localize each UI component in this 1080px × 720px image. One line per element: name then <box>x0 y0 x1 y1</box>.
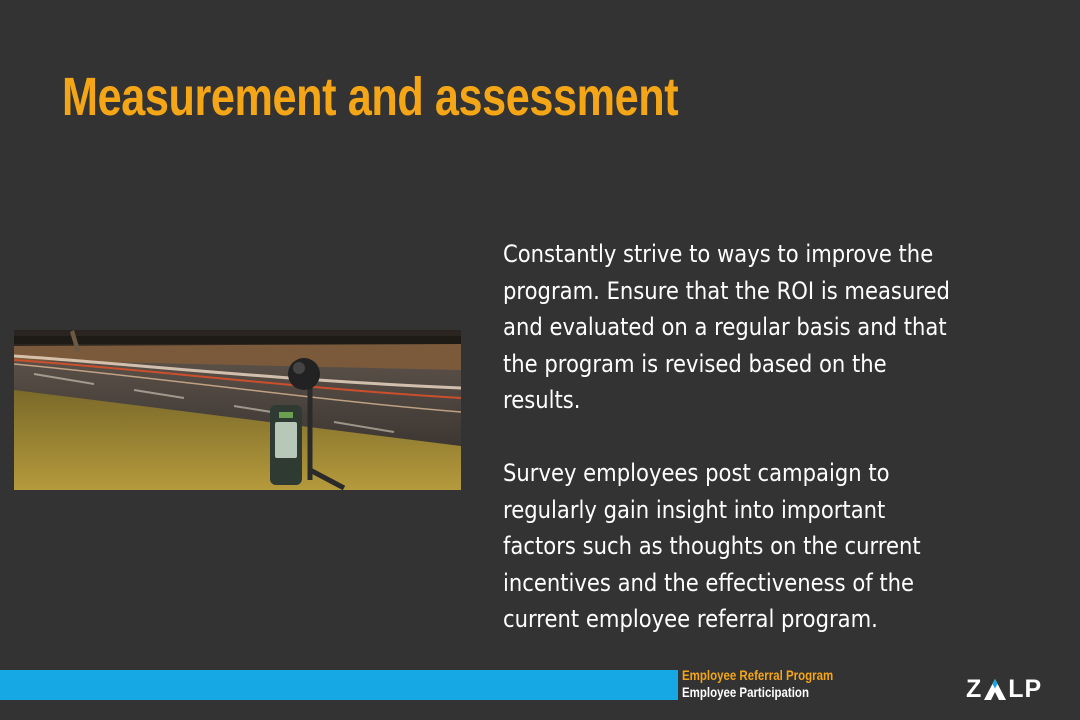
zalp-a-logo-icon <box>984 679 1006 700</box>
sound-level-meter-photo <box>14 330 461 490</box>
paragraph-roi: Constantly strive to ways to improve the program. Ensure that the ROI is measured and evaluated on a regular basis and that the program is revised based on the results. <box>503 240 950 414</box>
body-text <box>503 236 961 638</box>
paragraph-survey: Survey employees post campaign to regularly gain insight into important factors such as thoughts on the current incentives and the effectiveness of the current employee referral program. <box>503 459 921 633</box>
logo-text-left: Z <box>966 675 983 703</box>
footer-labels <box>682 667 833 701</box>
footer-topic-name: Employee Participation <box>682 684 809 700</box>
footer-program-name: Employee Referral Program <box>682 667 834 683</box>
zalp-logo <box>966 676 1042 702</box>
logo-text-right: LP <box>1008 675 1043 703</box>
footer-bar <box>0 670 678 700</box>
slide-title: Measurement and assessment <box>62 67 679 127</box>
